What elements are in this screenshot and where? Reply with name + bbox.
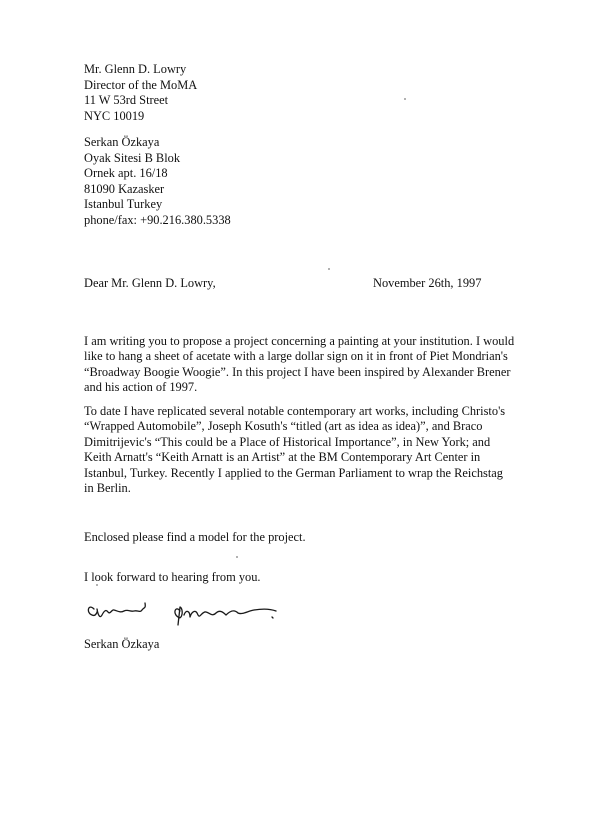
paragraph-line: in Berlin.: [84, 481, 131, 496]
body-paragraph: [84, 404, 504, 496]
sender-line: Oyak Sitesi B Blok: [84, 150, 181, 165]
signer-name: Serkan Özkaya: [84, 637, 160, 651]
paragraph-line: To date I have replicated several notable contemporary art works, including Christo's: [84, 404, 506, 418]
paragraph-line: Dimitrijevic's “This could be a Place of Historical Importance”, in New York; and: [84, 434, 491, 449]
paper-speck: [328, 268, 330, 270]
paragraph-line: “Wrapped Automobile”, Joseph Kosuth's “titled (art as idea as idea)”, and Braco: [84, 419, 483, 434]
closing-paragraph: [84, 570, 504, 585]
paragraph-line: “Broadway Boogie Woogie”. In this project I have been inspired by Alexander Brener: [84, 364, 511, 379]
sender-line: 81090 Kazasker: [84, 181, 165, 196]
signature-stroke-surname: [175, 607, 276, 625]
signature-dot: [272, 617, 273, 618]
salutation: Dear Mr. Glenn D. Lowry,: [84, 276, 216, 290]
recipient-line: NYC 10019: [84, 108, 145, 123]
recipient-address: [84, 62, 197, 124]
paragraph-line: I look forward to hearing from you.: [84, 570, 261, 584]
sender-line: Ornek apt. 16/18: [84, 166, 168, 181]
paragraph-line: I am writing you to propose a project concerning a painting at your institution. I would: [84, 334, 515, 348]
paragraph-line: and his action of 1997.: [84, 380, 198, 395]
paragraph-line: like to hang a sheet of acetate with a large dollar sign on it in front of Piet Mondrian's: [84, 349, 508, 364]
recipient-line: 11 W 53rd Street: [84, 93, 169, 108]
enclosure-paragraph: [84, 530, 504, 545]
sender-line: Serkan Özkaya: [84, 135, 160, 149]
paper-speck: [236, 556, 238, 558]
paragraph-line: Istanbul, Turkey. Recently I applied to the German Parliament to wrap the Reichstag: [84, 465, 503, 480]
paper-speck: [404, 98, 406, 100]
recipient-line: Mr. Glenn D. Lowry: [84, 62, 187, 76]
sender-address: [84, 135, 231, 229]
sender-line: Istanbul Turkey: [84, 197, 163, 212]
handwritten-signature: [84, 595, 294, 629]
signature-stroke-first-name: [88, 603, 145, 617]
paragraph-line: Enclosed please find a model for the project.: [84, 530, 306, 544]
paragraph-line: Keith Arnatt's “Keith Arnatt is an Artist” at the BM Contemporary Art Center in: [84, 450, 481, 465]
body-paragraph: [84, 334, 515, 396]
sender-contact: phone/fax: +90.216.380.5338: [84, 212, 231, 227]
recipient-line: Director of the MoMA: [84, 77, 198, 92]
letter-date: November 26th, 1997: [373, 276, 482, 290]
paper-speck: [96, 584, 98, 586]
